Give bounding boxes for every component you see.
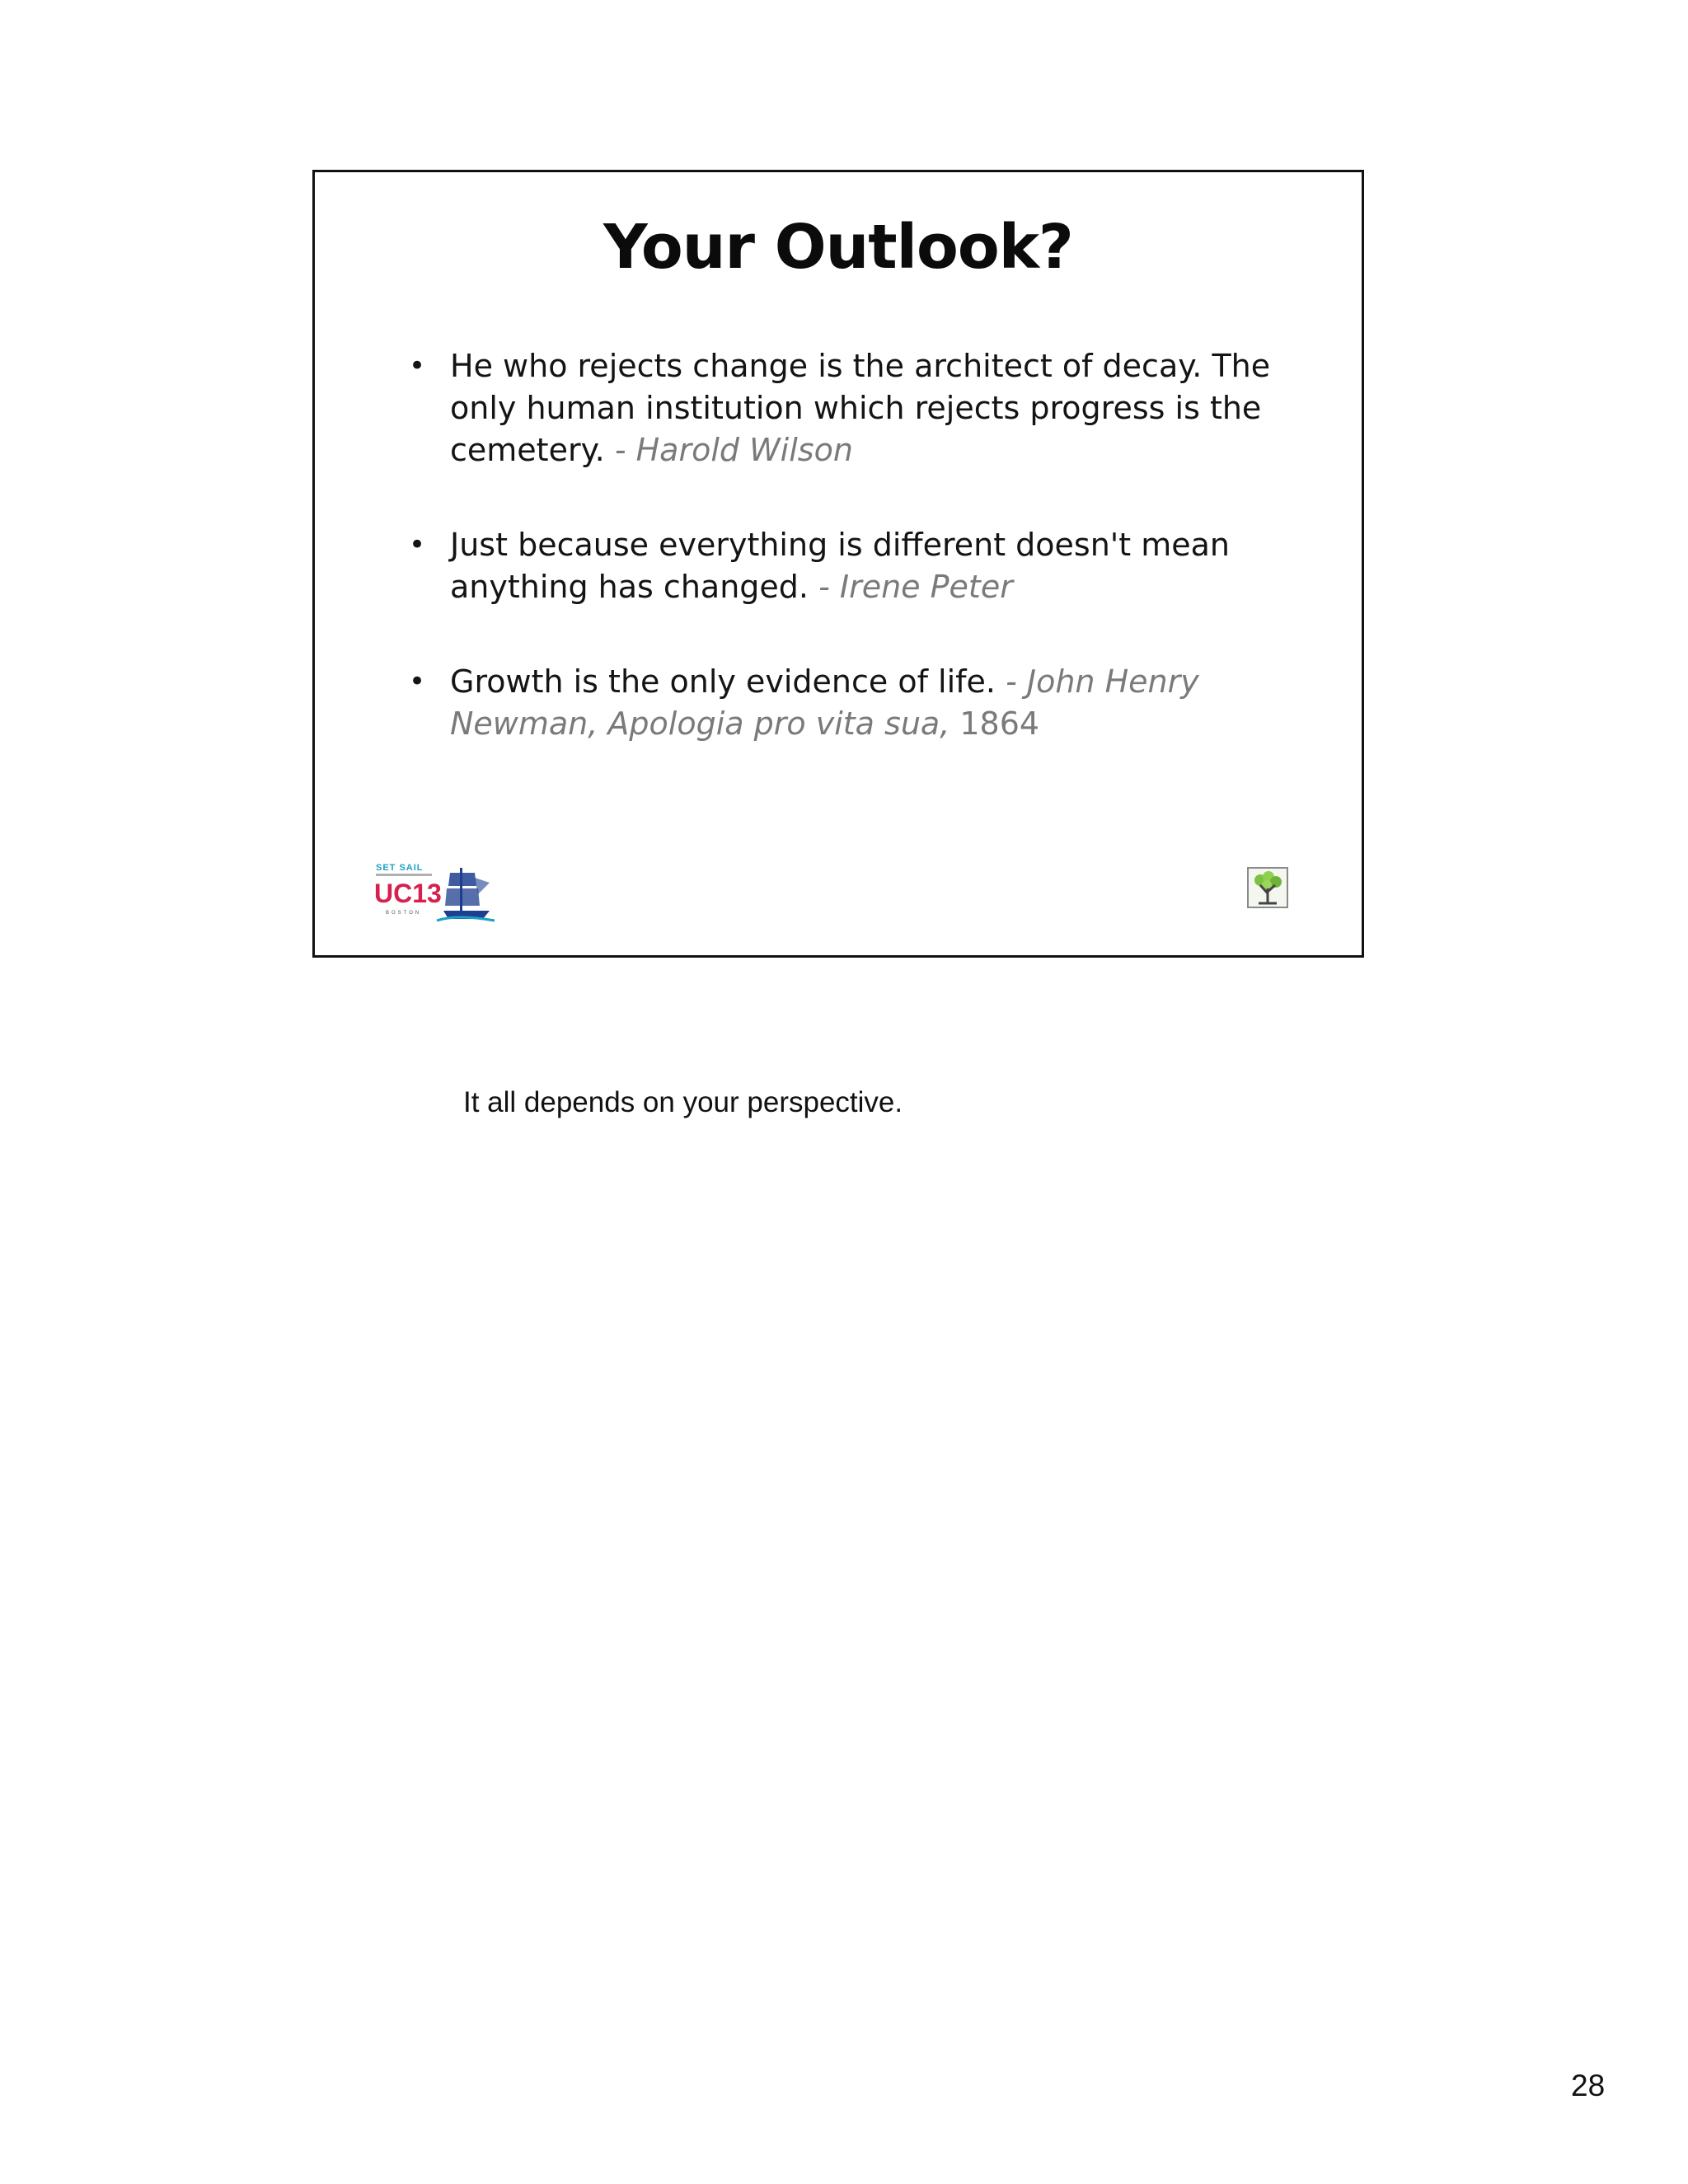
uc13-logo bbox=[374, 861, 498, 924]
bullet-list bbox=[409, 345, 1282, 798]
svg-text:UC13: UC13 bbox=[374, 879, 442, 908]
bullet-item bbox=[409, 661, 1282, 745]
tree-icon bbox=[1247, 867, 1288, 908]
slide-title: Your Outlook? bbox=[603, 212, 1073, 283]
bullet-icon: • bbox=[409, 665, 426, 698]
quote-author: - Irene Peter bbox=[818, 569, 1013, 605]
quote-text: Just because everything is different doesn't mean anything has changed. bbox=[450, 527, 1230, 605]
bullet-item bbox=[409, 524, 1282, 608]
bullet-item bbox=[409, 345, 1282, 471]
quote-text: He who rejects change is the architect of decay. The only human institution which rejects progress is the cemetery. bbox=[450, 348, 1271, 468]
speaker-note: It all depends on your perspective. bbox=[463, 1086, 903, 1118]
quote-year: 1864 bbox=[959, 705, 1040, 742]
quote-author: - John Henry Newman, Apologia pro vita sua, bbox=[450, 663, 1199, 742]
bullet-icon: • bbox=[409, 528, 426, 561]
svg-text:SET SAIL: SET SAIL bbox=[376, 863, 424, 873]
slide-thumbnail bbox=[312, 170, 1364, 958]
bullet-icon: • bbox=[409, 349, 426, 382]
quote-text: Growth is the only evidence of life. bbox=[450, 663, 996, 700]
quote-author: - Harold Wilson bbox=[614, 432, 853, 468]
svg-text:BOSTON: BOSTON bbox=[386, 911, 422, 916]
page-number: 28 bbox=[1571, 2069, 1606, 2102]
